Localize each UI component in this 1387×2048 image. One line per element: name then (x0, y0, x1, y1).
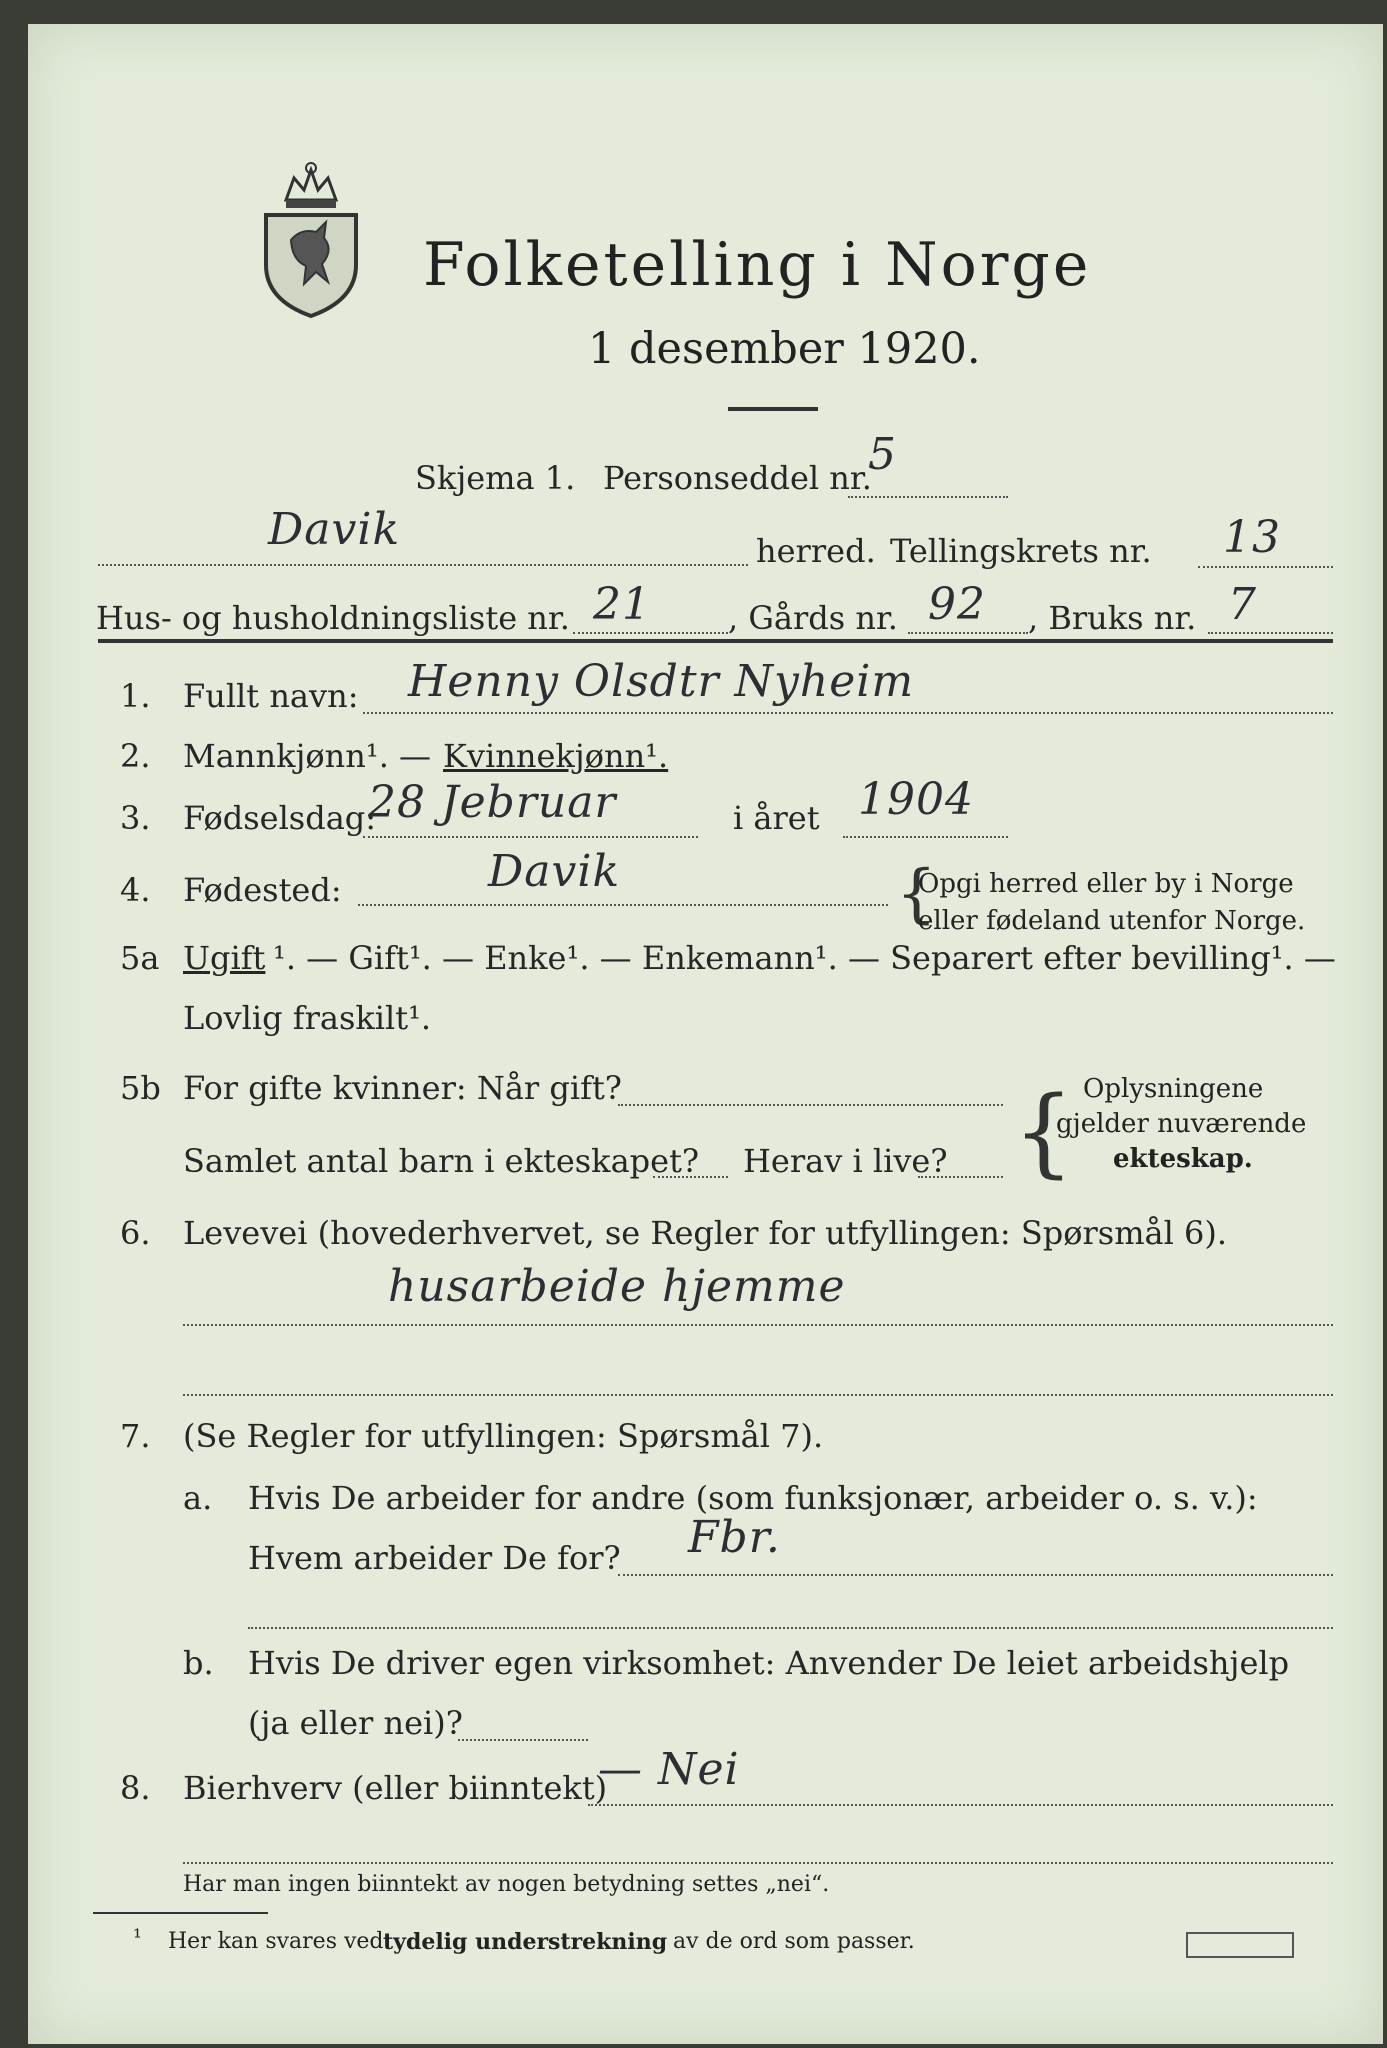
schema-label: Skjema 1. (415, 459, 576, 497)
q4-label: Fødested: (183, 871, 342, 909)
bruks-line (1208, 632, 1333, 634)
footnote-text-a: Her kan svares ved (168, 1929, 384, 1954)
tellingskrets-value[interactable]: 13 (1223, 512, 1281, 563)
q3-label: Fødselsdag: (183, 799, 377, 837)
gards-label: , Gårds nr. (728, 599, 898, 637)
q5b-note-1: Oplysningene (1083, 1074, 1264, 1104)
q5b-married-line (618, 1104, 1003, 1106)
q6-label: Levevei (hovederhvervet, se Regler for utfyllingen: Spørsmål 6). (183, 1214, 1228, 1252)
q7-label: (Se Regler for utfyllingen: Spørsmål 7). (183, 1417, 824, 1455)
q1-label: Fullt navn: (183, 677, 359, 715)
personseddel-label: Personseddel nr. (603, 459, 872, 497)
q3-year-line (843, 836, 1008, 838)
q4-brace: { (896, 857, 937, 931)
q4-birthplace-value[interactable]: Davik (488, 846, 621, 897)
q4-note-1: Opgi herred eller by i Norge (918, 869, 1294, 899)
husliste-line (573, 632, 728, 634)
q6-line-2 (183, 1394, 1333, 1396)
footnote-text-c: av de ord som passer. (673, 1929, 915, 1954)
q1-full-name-value[interactable]: Henny Olsdtr Nyheim (408, 656, 915, 707)
q7a-line (618, 1574, 1333, 1576)
herred-line (98, 564, 748, 566)
q7a-line-2 (248, 1627, 1333, 1629)
printer-stamp (1186, 1932, 1294, 1958)
personseddel-line (848, 496, 1008, 498)
q4-note-2: eller fødeland utenfor Norge. (918, 906, 1306, 936)
q5b-number: 5b (120, 1069, 161, 1107)
coat-of-arms-icon (256, 160, 366, 320)
form-date: 1 desember 1920. (588, 324, 981, 374)
q4-number: 4. (120, 871, 151, 909)
q5b-line2b: Herav i live? (743, 1142, 948, 1180)
husliste-label: Hus- og husholdningsliste nr. (96, 599, 570, 637)
tellingskrets-line (1198, 566, 1333, 568)
q6-number: 6. (120, 1214, 151, 1252)
q5b-brace: { (1013, 1076, 1075, 1188)
q5a-ugift-option[interactable]: Ugift (183, 939, 266, 977)
q5b-line2a: Samlet antal barn i ekteskapet? (183, 1142, 700, 1180)
q2-female-option[interactable]: Kvinnekjønn¹. (443, 737, 669, 775)
q8-number: 8. (120, 1769, 151, 1807)
q1-number: 1. (120, 677, 151, 715)
title-divider (728, 407, 818, 411)
footnote-mark: ¹ (133, 1926, 142, 1951)
q3-year-value[interactable]: 1904 (858, 774, 974, 825)
q5b-alive-line (918, 1176, 1003, 1178)
form-title: Folketelling i Norge (423, 230, 1092, 300)
q3-line (363, 836, 698, 838)
q8-line-2 (183, 1862, 1333, 1864)
q7a-line1: Hvis De arbeider for andre (som funksjonær, arbeider o. s. v.): (248, 1479, 1258, 1517)
q3-number: 3. (120, 799, 151, 837)
header-separator (98, 639, 1333, 643)
q7a-employer-value[interactable]: Fbr. (688, 1512, 781, 1563)
q3-birthdate-value[interactable]: 28 Jebruar (368, 777, 617, 828)
q7-number: 7. (120, 1417, 151, 1455)
herred-label: herred. (756, 532, 876, 570)
q3-year-label: i året (733, 799, 820, 837)
q5a-number: 5a (120, 939, 160, 977)
bruks-value[interactable]: 7 (1228, 579, 1257, 630)
q7a-letter: a. (183, 1479, 213, 1517)
q7b-line1: Hvis De driver egen virksomhet: Anvender De leiet arbeidshjelp (248, 1644, 1290, 1682)
q7a-line2: Hvem arbeider De for? (248, 1539, 621, 1577)
q7b-letter: b. (183, 1644, 214, 1682)
herred-value[interactable]: Davik (268, 504, 401, 555)
husliste-value[interactable]: 21 (593, 579, 651, 630)
q6-line-1 (183, 1324, 1333, 1326)
q7b-line2: (ja eller nei)? (248, 1704, 463, 1742)
census-form-page (28, 24, 1383, 2044)
q6-occupation-value[interactable]: husarbeide hjemme (388, 1261, 846, 1312)
q1-line (363, 712, 1333, 714)
personseddel-value[interactable]: 5 (868, 429, 897, 480)
gards-value[interactable]: 92 (928, 579, 986, 630)
q5b-note-2: gjelder nuværende (1056, 1109, 1307, 1139)
q8-side-income-value[interactable]: — Nei (598, 1744, 740, 1795)
q2-male-option[interactable]: Mannkjønn¹. — (183, 737, 432, 775)
footnote-text-b: tydelig understrekning (383, 1929, 668, 1955)
q8-note: Har man ingen biinntekt av nogen betydning settes „nei“. (183, 1872, 830, 1897)
q2-number: 2. (120, 737, 151, 775)
q5b-line1: For gifte kvinner: Når gift? (183, 1069, 622, 1107)
q5b-children-line (653, 1176, 728, 1178)
q5a-options[interactable]: ¹. — Gift¹. — Enke¹. — Enkemann¹. — Separert efter bevilling¹. — (273, 939, 1336, 977)
q5b-note-3: ekteskap. (1113, 1144, 1253, 1174)
q5a-line2[interactable]: Lovlig fraskilt¹. (183, 999, 432, 1037)
q7b-line (458, 1739, 588, 1741)
tellingskrets-label: Tellingskrets nr. (890, 532, 1152, 570)
bruks-label: , Bruks nr. (1028, 599, 1197, 637)
footnote-rule (93, 1912, 268, 1914)
q4-line (358, 904, 888, 906)
q8-label: Bierhverv (eller biinntekt) (183, 1769, 608, 1807)
gards-line (908, 632, 1028, 634)
q8-line (588, 1804, 1333, 1806)
